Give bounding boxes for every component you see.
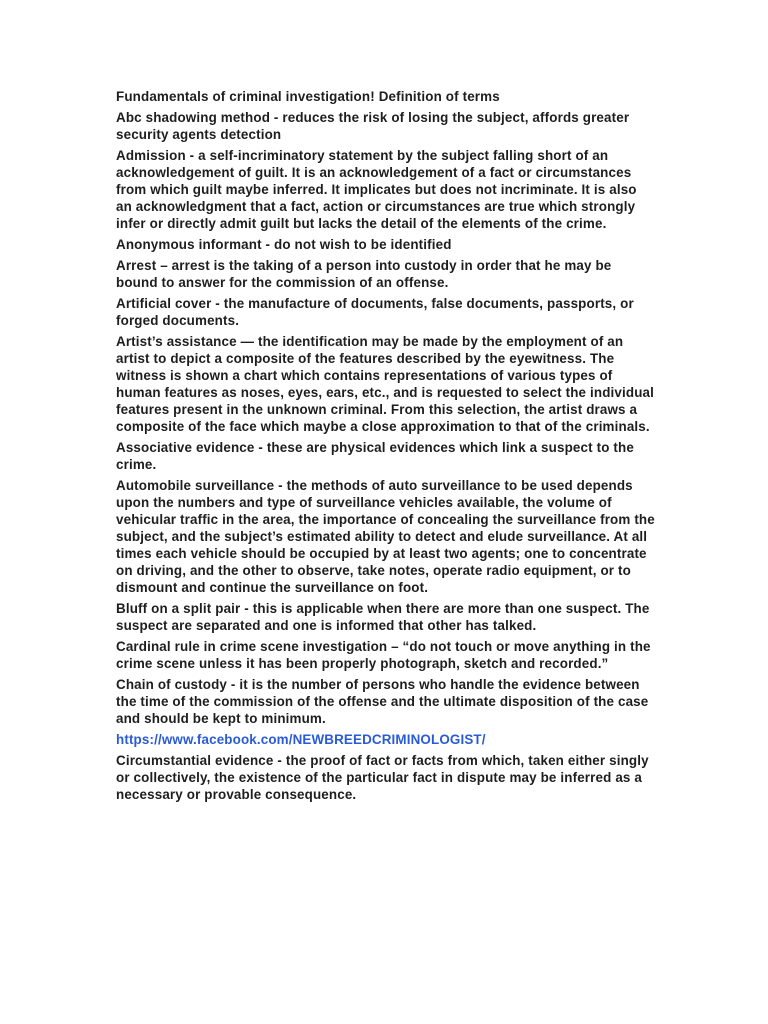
definition-chain-of-custody: Chain of custody - it is the number of persons who handle the evidence between the time of the commission of the offense and the ultimate disposition of the case and should be kept to minimum.: [116, 677, 649, 726]
definition-circumstantial-evidence: Circumstantial evidence - the proof of fact or facts from which, taken either singly or collectively, the existence of the particular fact in dispute may be inferred as a necessary or provable consequence.: [116, 753, 649, 802]
definition-artificial-cover: Artificial cover - the manufacture of documents, false documents, passports, or forged documents.: [116, 296, 634, 328]
definition-anonymous-informant: Anonymous informant - do not wish to be identified: [116, 237, 452, 252]
definition-associative-evidence: Associative evidence - these are physical evidences which link a suspect to the crime.: [116, 440, 634, 472]
definition-bluff-split-pair: Bluff on a split pair - this is applicable when there are more than one suspect. The suspect are separated and one is informed that other has talked.: [116, 601, 650, 633]
definition-automobile-surveillance: Automobile surveillance - the methods of auto surveillance to be used depends upon the numbers and type of surveillance vehicles available, the volume of vehicular traffic in the area, the importance of concealing the surveillance from the subject, and the subject’s estimated ability to detect and elude surveillance. At all times each vehicle should be occupied by at least two agents; one to concentrate on driving, and the other to observe, take notes, operate radio equipment, or to dismount and continue the surveillance on foot.: [116, 478, 655, 595]
document-title: Fundamentals of criminal investigation! Definition of terms: [116, 89, 500, 104]
document-page: [116, 88, 656, 807]
definition-admission: Admission - a self-incriminatory statement by the subject falling short of an acknowledgement of guilt. It is an acknowledgement of a fact or circumstances from which guilt maybe inferred. It implicates but does not incriminate. It is also an acknowledgment that a fact, action or circumstances are true which strongly infer or directly admit guilt but lacks the detail of the elements of the crime.: [116, 148, 637, 231]
definition-artists-assistance: Artist’s assistance — the identification may be made by the employment of an artist to depict a composite of the features described by the eyewitness. The witness is shown a chart which contains representations of various types of human features as noses, eyes, ears, etc., and is requested to select the individual features present in the unknown criminal. From this selection, the artist draws a composite of the face which maybe a close approximation to that of the criminals.: [116, 334, 655, 434]
facebook-link[interactable]: https://www.facebook.com/NEWBREEDCRIMINOLOGIST/: [116, 732, 486, 747]
definition-arrest: Arrest – arrest is the taking of a person into custody in order that he may be bound to answer for the commission of an offense.: [116, 258, 612, 290]
definition-cardinal-rule: Cardinal rule in crime scene investigation – “do not touch or move anything in the crime scene unless it has been properly photograph, sketch and recorded.”: [116, 639, 651, 671]
definition-abc-shadowing: Abc shadowing method - reduces the risk of losing the subject, affords greater security agents detection: [116, 110, 630, 142]
